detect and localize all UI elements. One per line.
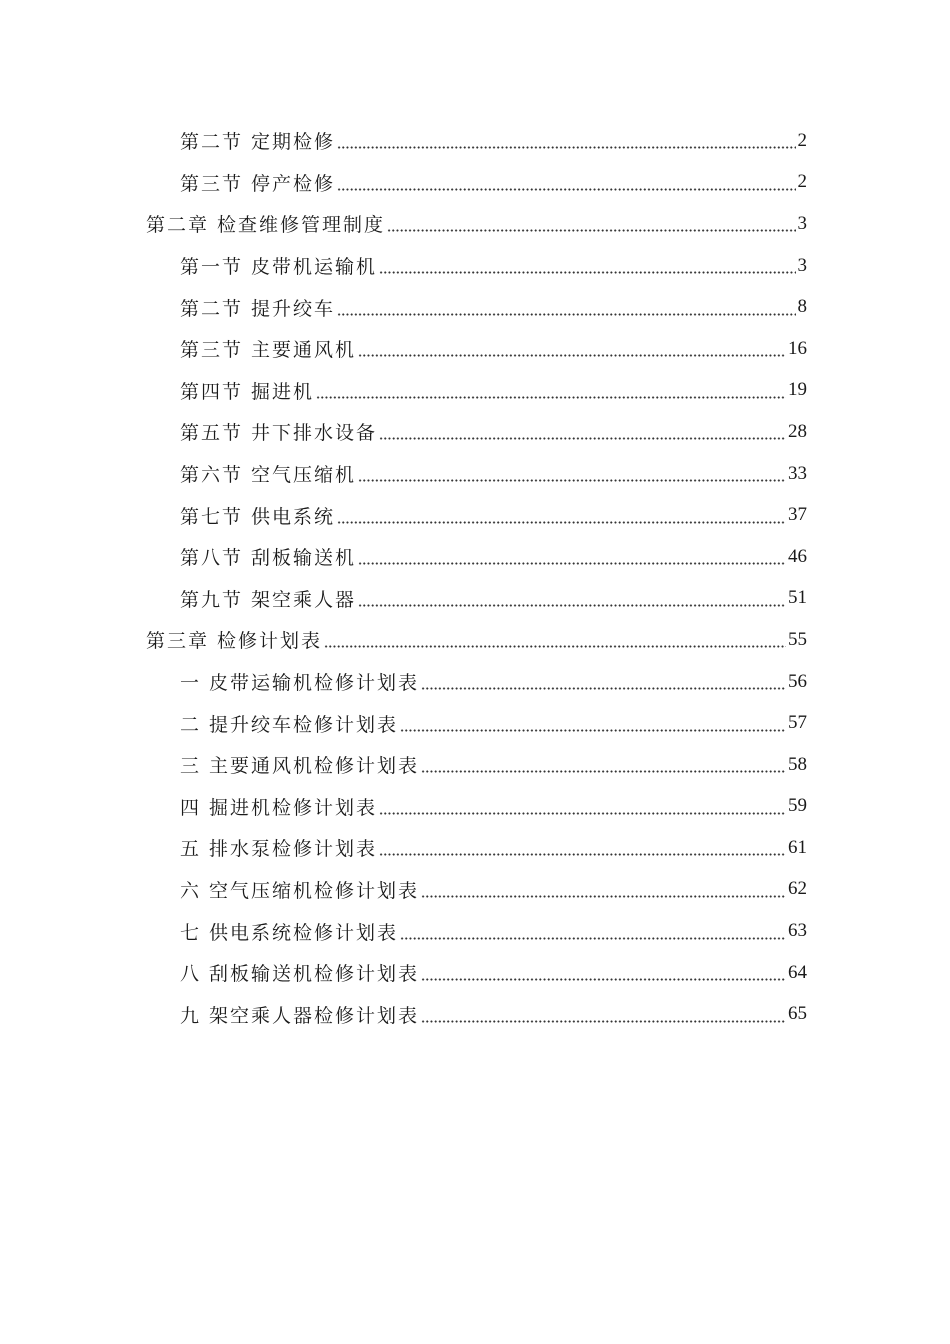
toc-dot-leader [421,895,786,898]
toc-page-number: 2 [797,129,807,151]
toc-dot-leader [358,479,786,482]
toc-dot-leader [337,146,795,149]
toc-entry-label: 四 掘进机检修计划表 [180,796,378,819]
toc-entry-label: 第八节 刮板输送机 [180,547,357,570]
toc-entry-label: 第三节 主要通风机 [180,339,357,362]
toc-dot-leader [337,521,786,524]
toc-entry[interactable] [0,869,950,911]
toc-entry[interactable] [0,993,950,1035]
toc-entry-label: 第三节 停产检修 [180,172,336,195]
toc-dot-leader [379,437,786,440]
toc-entry[interactable] [0,827,950,869]
toc-page-number: 64 [788,961,807,983]
toc-entry[interactable] [0,453,950,495]
toc-dot-leader [324,645,786,648]
toc-entry[interactable] [0,162,950,204]
toc-page-number: 2 [797,171,807,193]
toc-entry[interactable] [0,245,950,287]
toc-dot-leader [337,188,795,191]
toc-entry[interactable] [0,411,950,453]
toc-entry-label: 第五节 井下排水设备 [180,422,378,445]
toc-dot-leader [358,604,786,607]
toc-entry[interactable] [0,619,950,661]
toc-entry[interactable] [0,702,950,744]
toc-page-number: 8 [797,296,807,318]
toc-entry-label: 八 刮板输送机检修计划表 [180,963,420,986]
toc-entry[interactable] [0,494,950,536]
toc-page-number: 16 [788,337,807,359]
toc-entry[interactable] [0,286,950,328]
toc-page-number: 57 [788,712,807,734]
toc-entry[interactable] [0,786,950,828]
toc-entry[interactable] [0,370,950,412]
toc-page-number: 19 [788,379,807,401]
toc-page-number: 37 [788,504,807,526]
table-of-contents [0,120,950,1035]
toc-page-number: 28 [788,420,807,442]
toc-entry-label: 五 排水泵检修计划表 [180,838,378,861]
toc-page-number: 56 [788,670,807,692]
toc-dot-leader [358,562,786,565]
toc-entry-label: 第六节 空气压缩机 [180,464,357,487]
toc-dot-leader [400,729,786,732]
toc-entry-label: 第九节 架空乘人器 [180,588,357,611]
toc-page-number: 55 [788,628,807,650]
toc-entry-label: 第三章 检修计划表 [146,630,323,653]
toc-page-number: 61 [788,836,807,858]
toc-page-number: 3 [797,212,807,234]
toc-dot-leader [316,396,786,399]
toc-page-number: 65 [788,1003,807,1025]
toc-entry-label: 第一节 皮带机运输机 [180,256,378,279]
toc-entry-label: 二 提升绞车检修计划表 [180,713,399,736]
toc-dot-leader [421,770,786,773]
toc-entry-label: 一 皮带运输机检修计划表 [180,672,420,695]
toc-entry-label: 第二节 提升绞车 [180,297,336,320]
toc-dot-leader [421,687,786,690]
toc-page-number: 3 [797,254,807,276]
toc-page-number: 62 [788,878,807,900]
toc-page-number: 58 [788,753,807,775]
toc-entry-label: 三 主要通风机检修计划表 [180,755,420,778]
toc-page-number: 46 [788,545,807,567]
toc-entry[interactable] [0,910,950,952]
toc-page-number: 63 [788,920,807,942]
toc-dot-leader [400,937,786,940]
toc-dot-leader [379,812,786,815]
toc-entry[interactable] [0,744,950,786]
toc-dot-leader [337,313,795,316]
toc-dot-leader [421,978,786,981]
toc-entry-label: 第七节 供电系统 [180,505,336,528]
toc-page-number: 51 [788,587,807,609]
toc-entry[interactable] [0,536,950,578]
toc-dot-leader [379,271,795,274]
toc-entry-label: 第二节 定期检修 [180,131,336,154]
toc-entry[interactable] [0,952,950,994]
toc-dot-leader [387,229,795,232]
toc-page-number: 59 [788,795,807,817]
toc-entry[interactable] [0,328,950,370]
toc-entry-label: 九 架空乘人器检修计划表 [180,1004,420,1027]
toc-entry[interactable] [0,661,950,703]
toc-dot-leader [358,354,786,357]
toc-page-number: 33 [788,462,807,484]
toc-entry[interactable] [0,203,950,245]
toc-entry-label: 第四节 掘进机 [180,380,315,403]
toc-entry[interactable] [0,578,950,620]
toc-dot-leader [379,853,786,856]
toc-entry-label: 七 供电系统检修计划表 [180,921,399,944]
toc-entry-label: 六 空气压缩机检修计划表 [180,879,420,902]
toc-entry[interactable] [0,120,950,162]
toc-entry-label: 第二章 检查维修管理制度 [146,214,386,237]
toc-dot-leader [421,1020,786,1023]
